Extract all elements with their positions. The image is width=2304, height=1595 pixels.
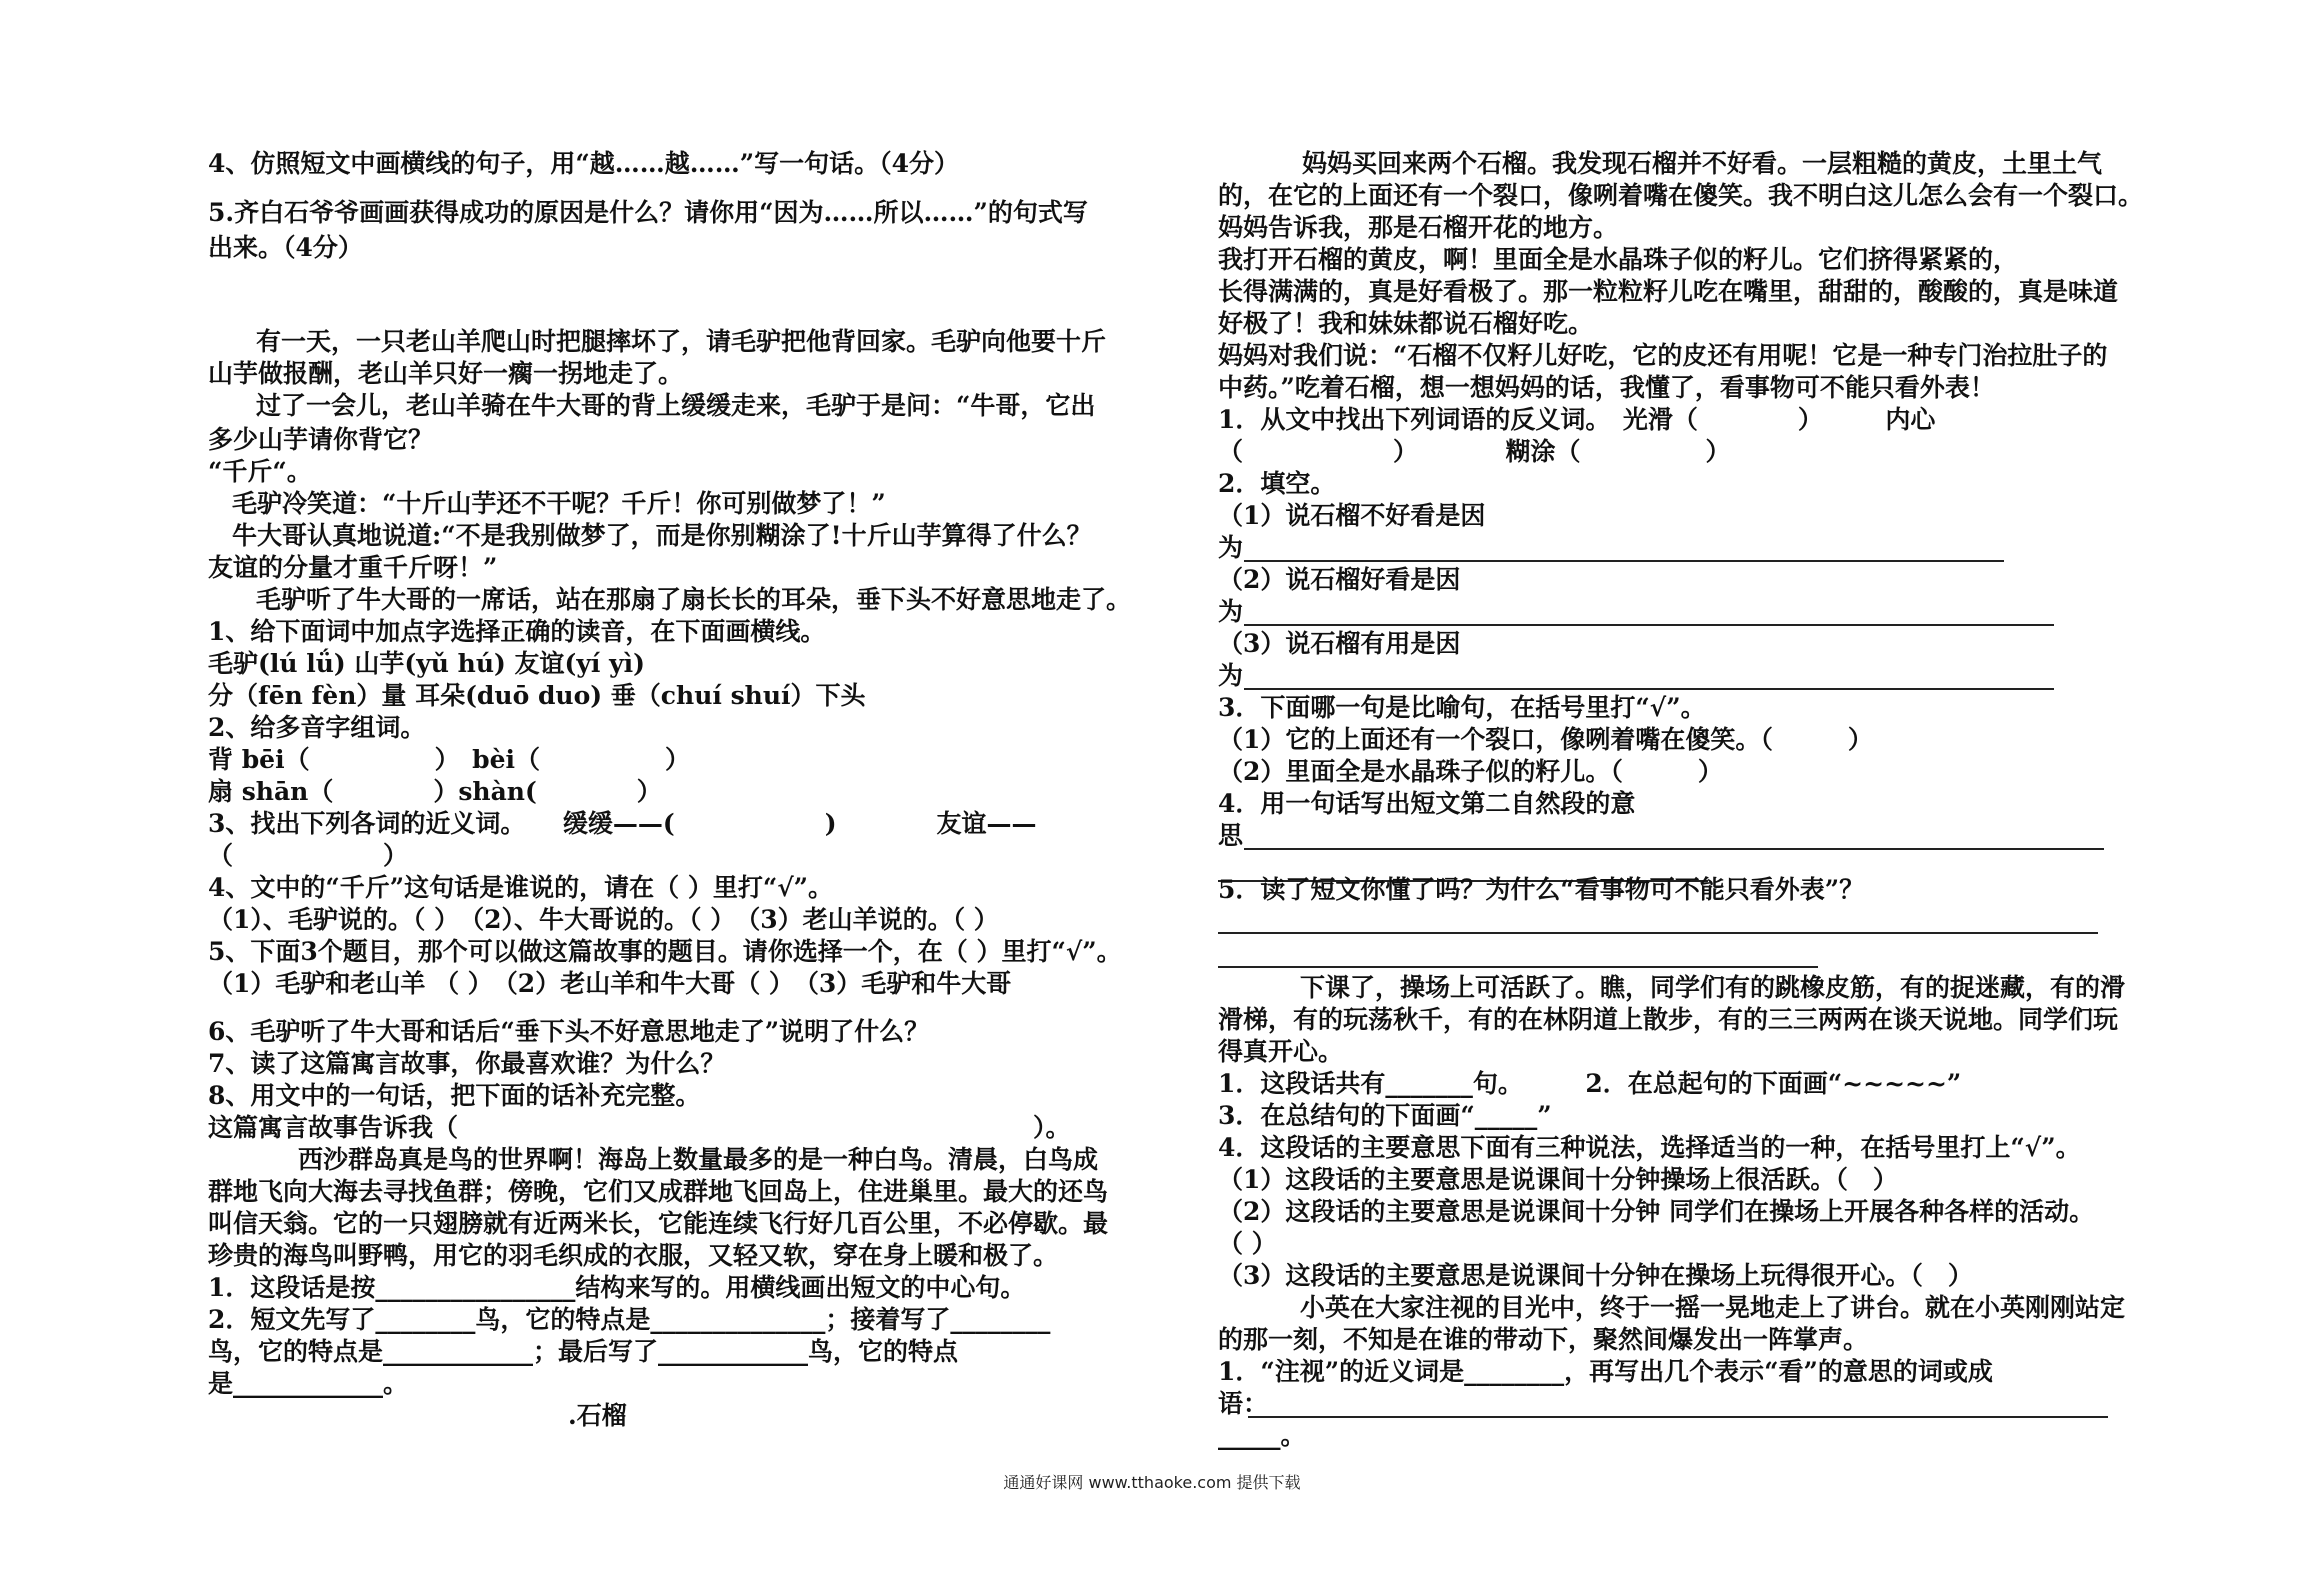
- exercise-1-pinyin: 毛驴(lú lǘ) 山芋(yǔ hú) 友谊(yí yì): [208, 649, 645, 678]
- passage-4-line: 滑梯，有的玩荡秋千，有的在林阴道上散步，有的三三两两在谈天说地。同学们玩: [1218, 1005, 2119, 1034]
- passage-2-line: 西沙群岛真是鸟的世界啊！海岛上数量最多的是一种白鸟。清晨，白鸟成: [298, 1145, 1099, 1174]
- exercise-7: 7、读了这篇寓言故事，你最喜欢谁？为什么？: [208, 1049, 726, 1078]
- passage-1-line: 多少山芋请你背它？: [208, 425, 434, 454]
- question-5-cont: 出来。（4分）: [208, 233, 363, 262]
- passage-5-line: 小英在大家注视的目光中，终于一摇一晃地走上了讲台。就在小英刚刚站定: [1300, 1293, 2126, 1322]
- passage-3-line: 我打开石榴的黄皮，啊！里面全是水晶珠子似的籽儿。它们挤得紧紧的，: [1218, 245, 2019, 274]
- exercise-5-options: （1）毛驴和老山羊 （ ） （2）老山羊和牛大哥（ ） （3）毛驴和牛大哥: [208, 969, 1012, 998]
- passage-2-line: 珍贵的海鸟叫野鸭，用它的羽毛织成的衣服，又轻又软，穿在身上暖和极了。: [208, 1241, 1059, 1270]
- passage-3-q3-2: （2）里面全是水晶珠子似的籽儿。（ ）: [1218, 757, 1723, 786]
- passage-2-q2-cont: 鸟，它的特点是____________；最后写了____________鸟，它的特点: [208, 1337, 959, 1366]
- passage-1-line: 毛驴冷笑道：“十斤山芋还不干呢？千斤！你可别做梦了！”: [232, 489, 886, 518]
- exercise-4-options: （1）、毛驴说的。（ ） （2）、牛大哥说的。（ ） （3）老山羊说的。（ ）: [208, 905, 999, 934]
- exercise-2-item: 扇 shān（ ）shàn( ）: [208, 777, 662, 806]
- answer-line: [1218, 932, 2098, 934]
- passage-2-q1: 1．这段话是按________________结构来写的。用横线画出短文的中心句。: [208, 1273, 1026, 1302]
- footer-watermark: 通通好课网 www.tthaoke.com 提供下载: [1003, 1473, 1301, 1492]
- passage-4-q3: 3．在总结句的下面画“_____”: [1218, 1101, 1552, 1130]
- passage-5-line: 的那一刻，不知是在谁的带动下，聚然间爆发出一阵掌声。: [1218, 1325, 1869, 1354]
- question-4: 4、仿照短文中画横线的句子，用“越……越……”写一句话。（4分）: [208, 149, 960, 178]
- passage-5-q1-cont: 语：: [1218, 1389, 1269, 1418]
- passage-3-q5: 5．读了短文你懂了吗？为什么“看事物可不能只看外表”？: [1218, 875, 1865, 904]
- passage-4-q4-2-cont: （ ）: [1218, 1229, 1277, 1258]
- passage-3-q1: 1．从文中找出下列词语的反义词。 光滑（ ） 内心: [1218, 405, 1936, 434]
- passage-1-line: 友谊的分量才重千斤呀！”: [208, 553, 498, 582]
- passage-4-q4-3: （3）这段话的主要意思是说课间十分钟在操场上玩得很开心。（ ）: [1218, 1261, 1973, 1290]
- passage-3-line: 长得满满的，真是好看极了。那一粒粒籽儿吃在嘴里，甜甜的，酸酸的，真是味道: [1218, 277, 2119, 306]
- passage-3-line: 的，在它的上面还有一个裂口，像咧着嘴在傻笑。我不明白这儿怎么会有一个裂口。: [1218, 181, 2144, 210]
- passage-3-q4-cont: 思: [1218, 821, 1244, 850]
- passage-1-line: 毛驴听了牛大哥的一席话，站在那扇了扇长长的耳朵，垂下头不好意思地走了。: [256, 585, 1132, 614]
- passage-3-q2-3-blank: 为: [1218, 661, 1244, 690]
- passage-3-line: 中药。”吃着石榴，想一想妈妈的话，我懂了，看事物可不能只看外表！: [1218, 373, 1995, 402]
- passage-1-line: 有一天，一只老山羊爬山时把腿摔坏了，请毛驴把他背回家。毛驴向他要十斤: [256, 327, 1107, 356]
- passage-1-line: 山芋做报酬，老山羊只好一瘸一拐地走了。: [208, 359, 684, 388]
- exercise-8-answer: 这篇寓言故事告诉我（ ）。: [208, 1113, 1071, 1142]
- exercise-3: 3、找出下列各词的近义词。 缓缓——( ) 友谊——: [208, 809, 1037, 838]
- exercise-5: 5、下面3个题目，那个可以做这篇故事的题目。请你选择一个，在（ ）里打“√”。: [208, 937, 1122, 966]
- passage-5-q1-end: _____。: [1218, 1421, 1306, 1450]
- answer-line: [1244, 848, 2104, 850]
- passage-3-line: 妈妈买回来两个石榴。我发现石榴并不好看。一层粗糙的黄皮，土里土气: [1302, 149, 2103, 178]
- passage-2-line: 叫信天翁。它的一只翅膀就有近两米长，它能连续飞行好几百公里，不必停歇。最: [208, 1209, 1109, 1238]
- exercise-3-cont: （ ）: [208, 841, 409, 870]
- passage-1-line: 过了一会儿，老山羊骑在牛大哥的背上缓缓走来，毛驴于是问：“牛哥，它出: [256, 391, 1096, 420]
- answer-line: [1218, 966, 1818, 968]
- exercise-2-item: 背 bēi（ ） bèi（ ）: [208, 745, 690, 774]
- question-5: 5.齐白石爷爷画画获得成功的原因是什么？请你用“因为……所以……”的句式写: [208, 198, 1088, 227]
- passage-3-q2-2-blank: 为: [1218, 597, 1244, 626]
- passage-4-q4-2: （2）这段话的主要意思是说课间十分钟 同学们在操场上开展各种各样的活动。: [1218, 1197, 2095, 1226]
- exercise-1-pinyin: 分（fēn fèn）量 耳朵(duō duo) 垂（chuí shuí）下头: [208, 681, 866, 710]
- passage-3-line: 妈妈对我们说：“石榴不仅籽儿好吃，它的皮还有用呢！它是一种专门治拉肚子的: [1218, 341, 2108, 370]
- passage-3-q3-1: （1）它的上面还有一个裂口，像咧着嘴在傻笑。（ ）: [1218, 725, 1873, 754]
- answer-line: [1248, 1416, 2108, 1418]
- passage-3-q1-cont: （ ） 糊涂（ ）: [1218, 437, 1731, 466]
- passage-1-line: 牛大哥认真地说道:“不是我别做梦了，而是你别糊涂了!十斤山芋算得了什么？: [232, 521, 1092, 550]
- passage-1-line: “千斤“。: [208, 457, 312, 486]
- passage-5-q1: 1．“注视”的近义词是________，再写出几个表示“看”的意思的词或成: [1218, 1357, 1993, 1386]
- passage-3-q2-3: （3）说石榴有用是因: [1218, 629, 1461, 658]
- passage-4-q1-q2: 1．这段话共有_______句。 2．在总起句的下面画“~~~~~”: [1218, 1069, 1962, 1098]
- passage-4-q4: 4．这段话的主要意思下面有三种说法，选择适当的一种，在括号里打上“√”。: [1218, 1133, 2081, 1162]
- exercise-1: 1、给下面词中加点字选择正确的读音，在下面画横线。: [208, 617, 826, 646]
- passage-4-line: 得真开心。: [1218, 1037, 1344, 1066]
- exercise-8: 8、用文中的一句话，把下面的话补充完整。: [208, 1081, 701, 1110]
- passage-3-q2-1: （1）说石榴不好看是因: [1218, 501, 1486, 530]
- exercise-2: 2、给多音字组词。: [208, 713, 426, 742]
- passage-3-q4: 4．用一句话写出短文第二自然段的意: [1218, 789, 1636, 818]
- answer-line: [1244, 624, 2054, 626]
- passage-2-q2: 2．短文先写了________鸟，它的特点是______________；接着写了________: [208, 1305, 1051, 1334]
- section-title-pomegranate: .石榴: [568, 1401, 627, 1430]
- answer-line: [1244, 560, 2004, 562]
- passage-3-q2-2: （2）说石榴好看是因: [1218, 565, 1461, 594]
- exercise-4: 4、文中的“千斤”这句话是谁说的，请在（ ）里打“√”。: [208, 873, 834, 902]
- passage-3-q2: 2．填空。: [1218, 469, 1336, 498]
- answer-line: [1244, 688, 2054, 690]
- passage-2-q2-cont: 是____________。: [208, 1369, 409, 1398]
- passage-3-line: 好极了！我和妹妹都说石榴好吃。: [1218, 309, 1594, 338]
- passage-4-q4-1: （1）这段话的主要意思是说课间十分钟操场上很活跃。（ ）: [1218, 1165, 1898, 1194]
- exercise-6: 6、毛驴听了牛大哥和话后“垂下头不好意思地走了”说明了什么？: [208, 1017, 930, 1046]
- passage-4-line: 下课了，操场上可活跃了。瞧，同学们有的跳橡皮筋，有的捉迷藏，有的滑: [1300, 973, 2126, 1002]
- passage-3-line: 妈妈告诉我，那是石榴开花的地方。: [1218, 213, 1619, 242]
- passage-2-line: 群地飞向大海去寻找鱼群；傍晚，它们又成群地飞回岛上，住进巢里。最大的还鸟: [208, 1177, 1109, 1206]
- passage-3-q2-1-blank: 为: [1218, 533, 1244, 562]
- passage-3-q3: 3．下面哪一句是比喻句，在括号里打“√”。: [1218, 693, 1706, 722]
